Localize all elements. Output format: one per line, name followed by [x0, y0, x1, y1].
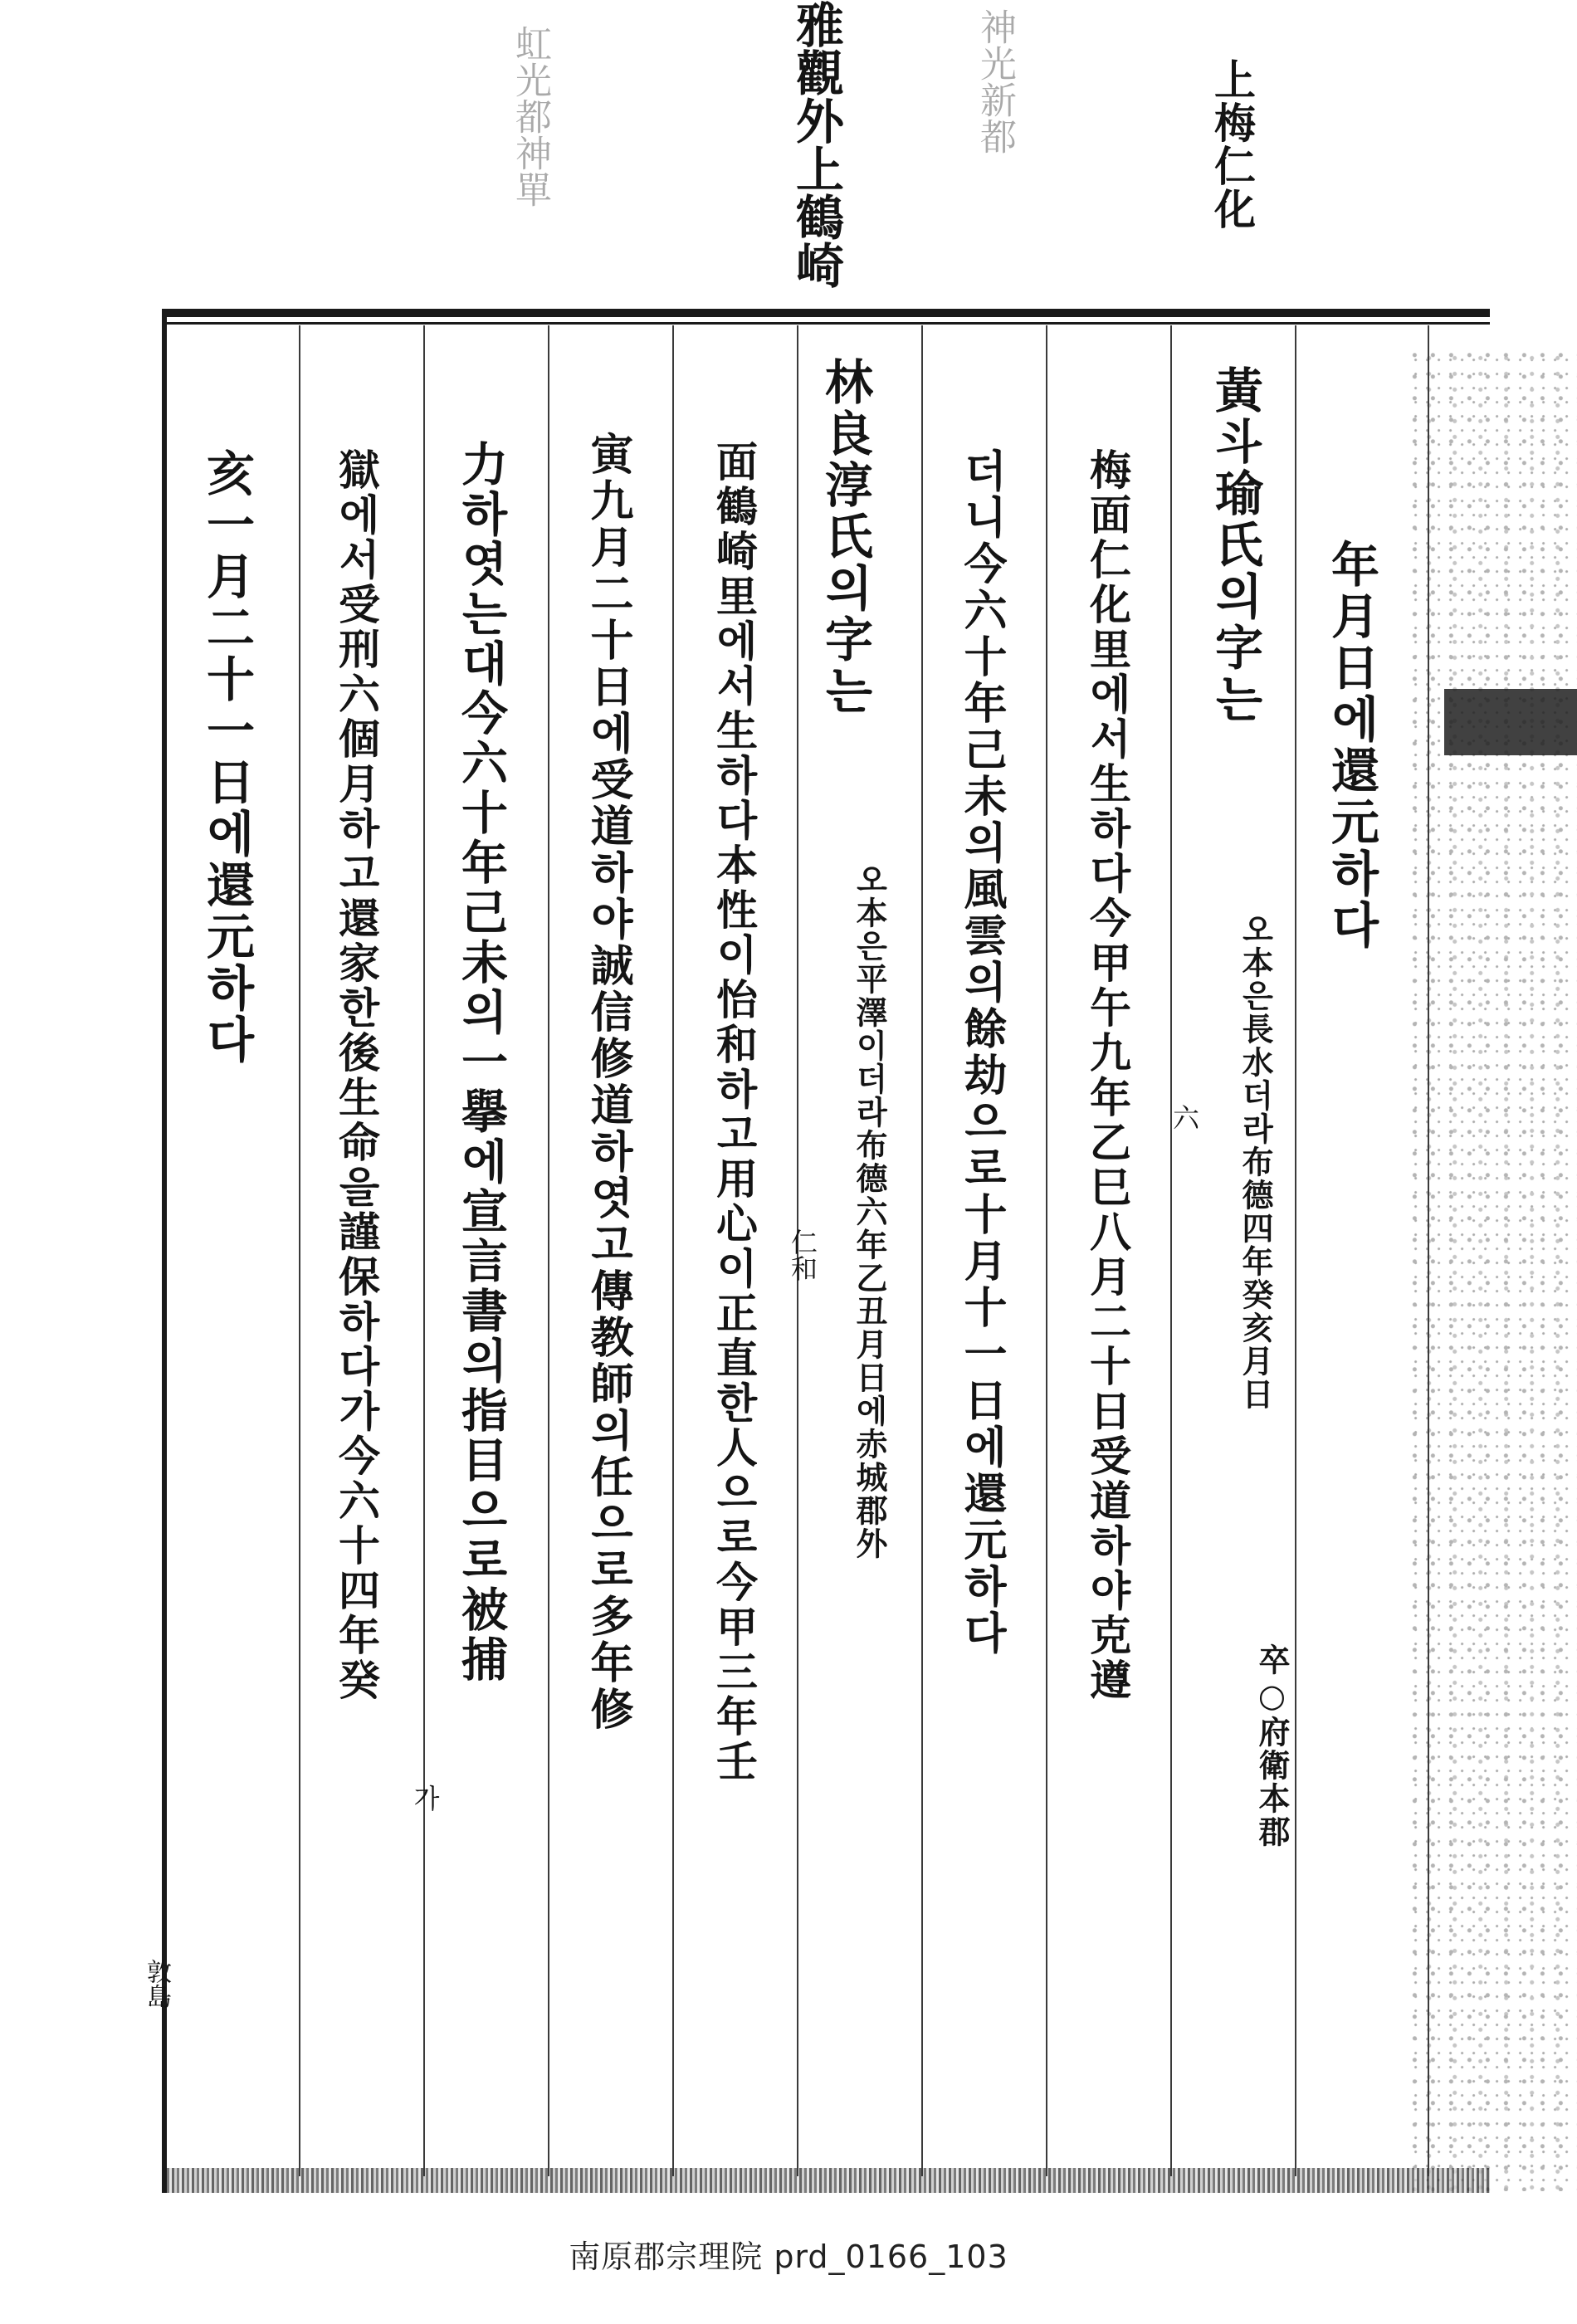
column-1: 年月日에還元하다 — [1323, 540, 1379, 951]
column-rule — [299, 325, 300, 2176]
column-3-note: 六 — [1169, 1104, 1200, 1130]
column-rule — [672, 325, 674, 2176]
top-note-left: 虹光都神單 — [509, 25, 551, 208]
top-note-center: 神光新都 — [974, 8, 1016, 154]
top-stamp: 雅觀外上鶴崎 — [788, 0, 844, 289]
margin-left-chars: 敦島 — [142, 1959, 171, 2009]
column-5: 林良淳氏의字는 — [817, 357, 873, 717]
column-4: 더니今六十年己未의風雲의餘劫으로十月十一日에還元하다 — [956, 448, 1007, 1657]
column-rule — [1046, 325, 1047, 2176]
frame-top-rule — [162, 309, 1490, 317]
column-7: 寅九月二十日에受道하야誠信修道하엿고傳教師의任으로多年修 — [583, 432, 633, 1733]
scan-blot — [1444, 689, 1577, 755]
column-6: 面鶴崎里에서生하다本性이怡和하고用心이正直한人으로今甲三年壬 — [710, 440, 759, 1784]
column-3: 梅面仁化里에서生하다今甲午九年乙巳八月二十日受道하야克遵 — [1083, 448, 1132, 1703]
page-caption: 南原郡宗理院 prd_0166_103 — [569, 2239, 1008, 2275]
column-rule — [1428, 325, 1429, 2176]
column-9-note: 가 — [409, 1784, 441, 1811]
column-2: 黃斗瑜氏의字는 — [1207, 365, 1263, 725]
column-6-note: 仁和 — [787, 1228, 818, 1282]
column-8: 力하엿는대今六十年己未의一擧에宣言書의指目으로被捕 — [454, 440, 509, 1685]
column-5-note: 오本은平澤이더라布德六年乙丑月日에赤城郡外 — [851, 863, 888, 1560]
column-2-note: 오本은長水더라布德四年癸亥月日 — [1237, 913, 1274, 1411]
column-rule — [548, 325, 549, 2176]
scan-bottom-edge — [162, 2168, 1490, 2193]
scan-noise-right — [1411, 349, 1577, 2191]
column-rule — [423, 325, 425, 2176]
column-rule — [1295, 325, 1296, 2176]
frame-top-rule-thin — [162, 322, 1490, 325]
column-rule — [921, 325, 923, 2176]
column-9: 獄에서受刑六個月하고還家한後生命을謹保하다가今六十四年癸 — [332, 448, 381, 1703]
frame-left-rule — [162, 309, 167, 2193]
top-note-right: 上梅仁化 — [1208, 58, 1257, 231]
column-10: 亥一月二十一日에還元하다 — [198, 448, 255, 1066]
column-1-note: 卒○府衛本郡 — [1253, 1643, 1291, 1848]
column-rule — [1170, 325, 1172, 2176]
